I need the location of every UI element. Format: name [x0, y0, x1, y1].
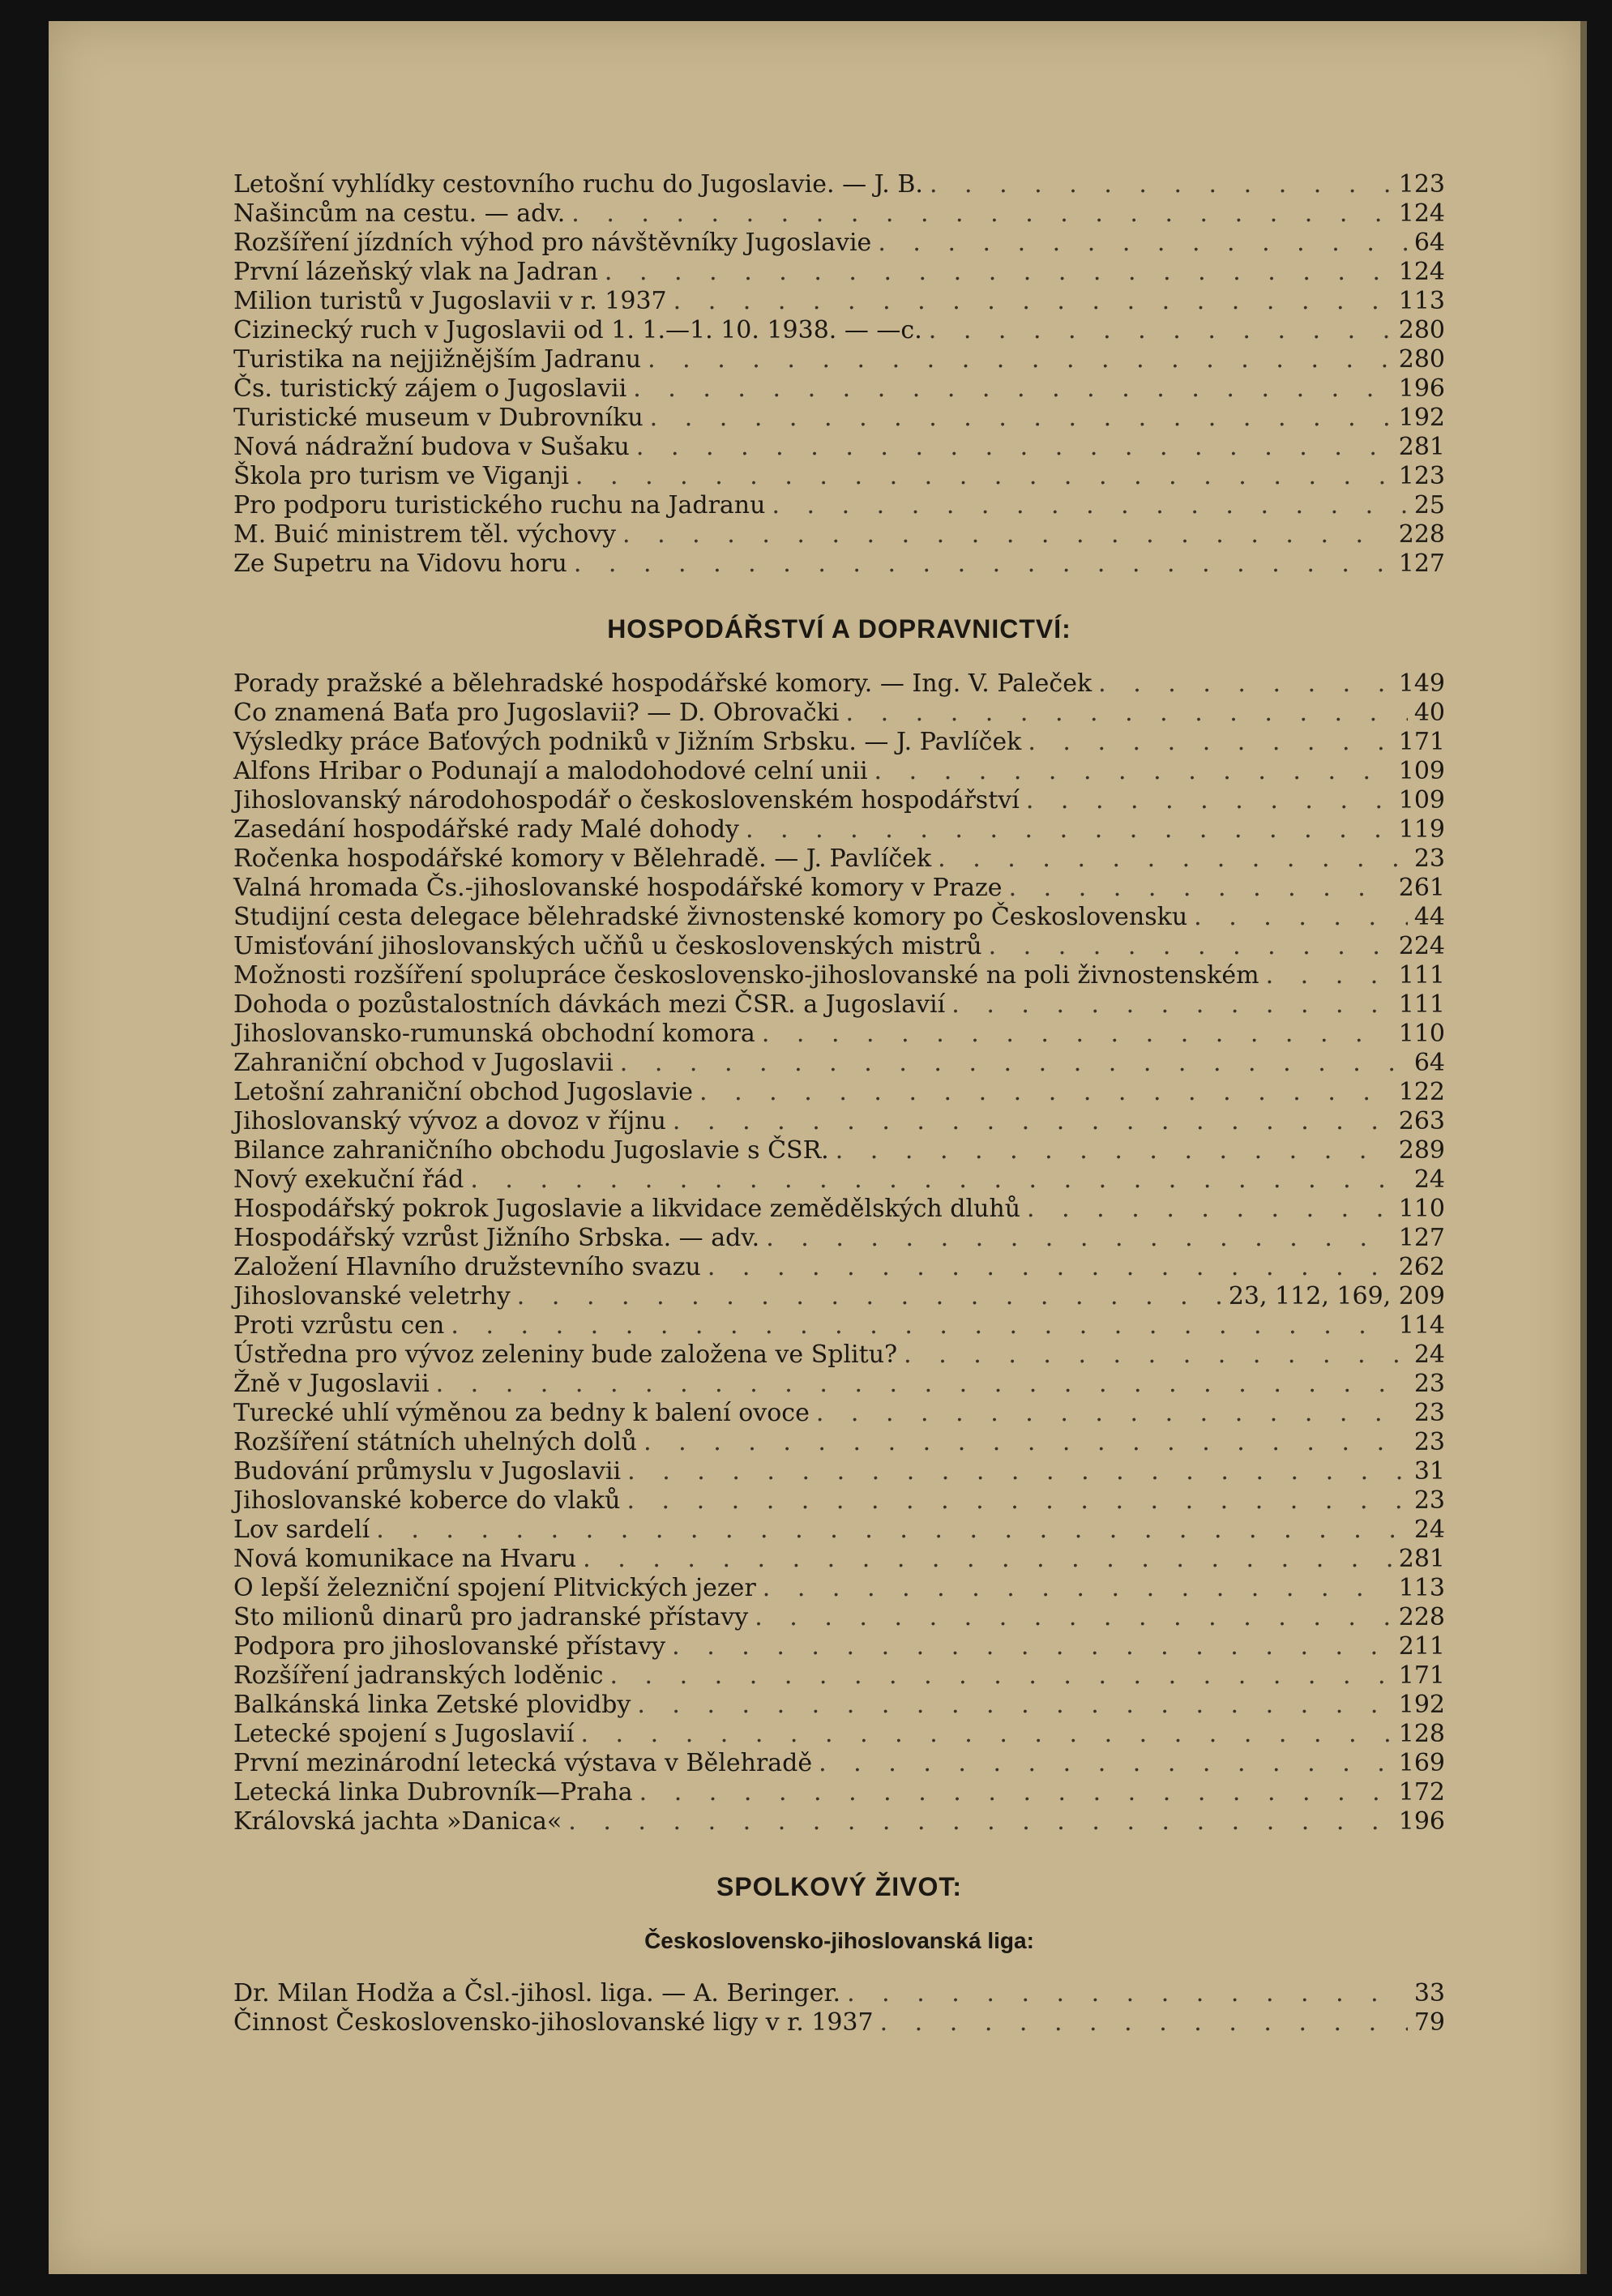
section-heading: SPOLKOVÝ ŽIVOT:: [716, 1872, 963, 1901]
entry-title: Dohoda o pozůstalostních dávkách mezi ČSR. a Jugoslavií: [233, 990, 946, 1019]
toc-entry: [233, 757, 1445, 786]
toc-entry: [233, 1545, 1445, 1574]
toc-entry: [233, 1370, 1445, 1399]
entry-page-number: 109: [1398, 757, 1445, 785]
dot-leader: [763, 1574, 1392, 1603]
entry-page-number: 122: [1398, 1078, 1445, 1106]
entry-title: Podpora pro jihoslovanské přístavy: [233, 1632, 666, 1661]
entry-page-number: 172: [1398, 1778, 1445, 1806]
toc-entry: [233, 1574, 1445, 1603]
dot-leader: [571, 199, 1392, 229]
toc-entry: [233, 728, 1445, 757]
toc-entry: [233, 1020, 1445, 1049]
toc-entry: [233, 1486, 1445, 1516]
entry-page-number: 113: [1398, 287, 1445, 315]
entry-title: Sto milionů dinarů pro jadranské přístavy: [233, 1603, 749, 1631]
entry-page-number: 25: [1413, 491, 1445, 519]
entry-page-number: 111: [1398, 990, 1445, 1019]
entry-page-number: 23: [1413, 1370, 1445, 1398]
dot-leader: [436, 1370, 1408, 1399]
dot-leader: [755, 1603, 1392, 1632]
toc-entry: [233, 199, 1445, 229]
entry-page-number: 127: [1398, 549, 1445, 578]
entry-page-number: 109: [1398, 786, 1445, 815]
toc-entry: [233, 1078, 1445, 1107]
entry-page-number: 64: [1413, 229, 1445, 257]
toc-entry: [233, 1778, 1445, 1807]
dot-leader: [620, 1049, 1408, 1078]
toc-entry: [233, 1340, 1445, 1370]
entry-title: Bilance zahraničního obchodu Jugoslavie s ČSR.: [233, 1136, 829, 1165]
entry-title: Jihoslovanské koberce do vlaků: [233, 1486, 621, 1515]
toc-entry: [233, 1632, 1445, 1661]
toc-entry: [233, 1516, 1445, 1545]
entry-page-number: 23: [1413, 844, 1445, 873]
entry-title: Nový exekuční řád: [233, 1165, 464, 1194]
dot-leader: [609, 1661, 1392, 1691]
entry-title: Umisťování jihoslovanských učňů u československých mistrů: [233, 932, 982, 960]
entry-page-number: 24: [1413, 1516, 1445, 1544]
entry-page-number: 196: [1398, 1807, 1445, 1836]
toc-entry: [233, 961, 1445, 990]
toc-entry: [233, 258, 1445, 287]
dot-leader: [574, 549, 1392, 579]
dot-leader: [673, 1107, 1392, 1136]
entry-page-number: 128: [1398, 1720, 1445, 1748]
entry-title: Jihoslovanské veletrhy: [233, 1282, 511, 1310]
entry-page-number: 192: [1398, 1691, 1445, 1719]
entry-title: Hospodářský vzrůst Jižního Srbska. — adv.: [233, 1224, 760, 1252]
toc-entry: [233, 1282, 1445, 1311]
entry-title: Ze Supetru na Vidovu horu: [233, 549, 567, 578]
dot-leader: [1026, 786, 1392, 815]
entry-title: Činnost Československo-jihoslovanské ligy v r. 1937: [233, 2008, 874, 2037]
dot-leader: [673, 287, 1392, 316]
entry-page-number: 171: [1398, 1661, 1445, 1690]
table-of-contents: [233, 170, 1445, 2037]
dot-leader: [699, 1078, 1392, 1107]
dot-leader: [644, 1428, 1408, 1457]
toc-entry: [233, 1049, 1445, 1078]
entry-title: Královská jachta »Danica«: [233, 1807, 562, 1836]
entry-page-number: 24: [1413, 1165, 1445, 1194]
toc-entry: [233, 1807, 1445, 1836]
entry-page-number: 280: [1398, 316, 1445, 344]
dot-leader: [376, 1516, 1408, 1545]
dot-leader: [846, 699, 1408, 728]
dot-leader: [622, 520, 1392, 549]
toc-entry: [233, 345, 1445, 374]
toc-entry: [233, 1661, 1445, 1691]
toc-entry: [233, 1749, 1445, 1778]
entry-title: Pro podporu turistického ruchu na Jadranu: [233, 491, 766, 519]
dot-leader: [1098, 669, 1392, 699]
entry-title: Jihoslovanský národohospodář o československém hospodářství: [233, 786, 1020, 815]
entry-page-number: 169: [1398, 1749, 1445, 1777]
toc-entry: [233, 520, 1445, 549]
toc-section: [233, 1872, 1445, 2037]
entry-page-number: 24: [1413, 1340, 1445, 1369]
toc-entry: [233, 1603, 1445, 1632]
entry-page-number: 263: [1398, 1107, 1445, 1135]
dot-leader: [575, 462, 1392, 491]
entry-page-number: 64: [1413, 1049, 1445, 1077]
entry-title: Škola pro turism ve Viganji: [233, 462, 569, 490]
entry-title: Rozšíření jízdních výhod pro návštěvníky Jugoslavie: [233, 229, 872, 257]
entry-title: Ústředna pro vývoz zeleniny bude založena ve Splitu?: [233, 1340, 898, 1369]
dot-leader: [568, 1807, 1392, 1836]
entry-page-number: 119: [1398, 815, 1445, 844]
toc-entry: [233, 1457, 1445, 1486]
entry-title: První lázeňský vlak na Jadran: [233, 258, 598, 286]
dot-leader: [517, 1282, 1222, 1311]
dot-leader: [762, 1020, 1392, 1049]
entry-title: Možnosti rozšíření spolupráce československo-jihoslovanské na poli živnostenském: [233, 961, 1259, 990]
page-edge-shadow: [1580, 21, 1587, 2274]
dot-leader: [819, 1749, 1392, 1778]
toc-entry: [233, 1979, 1445, 2008]
entry-title: Letošní zahraniční obchod Jugoslavie: [233, 1078, 694, 1106]
entry-title: Budování průmyslu v Jugoslavii: [233, 1457, 622, 1486]
entry-title: Nová nádražní budova v Sušaku: [233, 433, 630, 461]
dot-leader: [766, 1224, 1392, 1253]
toc-entry: [233, 1224, 1445, 1253]
entry-page-number: 281: [1398, 433, 1445, 461]
entry-page-number: 280: [1398, 345, 1445, 374]
dot-leader: [772, 491, 1407, 520]
entry-page-number: 33: [1413, 1979, 1445, 2007]
dot-leader: [1027, 1195, 1392, 1224]
dot-leader: [951, 990, 1392, 1020]
entry-page-number: 228: [1398, 1603, 1445, 1631]
dot-leader: [904, 1340, 1408, 1370]
entry-page-number: 124: [1398, 258, 1445, 286]
entry-title: Rozšíření jadranských loděnic: [233, 1661, 604, 1690]
entry-title: Lov sardelí: [233, 1516, 370, 1544]
entry-page-number: 228: [1398, 520, 1445, 549]
entry-title: Žně v Jugoslavii: [233, 1370, 430, 1398]
dot-leader: [746, 815, 1392, 844]
toc-entry: [233, 374, 1445, 404]
toc-entry: [233, 462, 1445, 491]
entry-title: Zahraniční obchod v Jugoslavii: [233, 1049, 614, 1077]
entry-page-number: 23, 112, 169, 209: [1228, 1282, 1445, 1310]
toc-entry: [233, 2008, 1445, 2037]
entry-title: Cizinecký ruch v Jugoslavii od 1. 1.—1. 10. 1938. — —c.: [233, 316, 922, 344]
toc-entry: [233, 990, 1445, 1020]
dot-leader: [605, 258, 1392, 287]
entry-title: Jihoslovansko-rumunská obchodní komora: [233, 1020, 755, 1048]
entry-title: Zasedání hospodářské rady Malé dohody: [233, 815, 739, 844]
entry-title: Milion turistů v Jugoslavii v r. 1937: [233, 287, 667, 315]
entry-page-number: 171: [1398, 728, 1445, 756]
toc-entry: [233, 229, 1445, 258]
toc-section: [233, 170, 1445, 579]
entry-page-number: 281: [1398, 1545, 1445, 1573]
dot-leader: [672, 1632, 1392, 1661]
entry-page-number: 261: [1398, 874, 1445, 902]
toc-entry: [233, 491, 1445, 520]
toc-entry: [233, 1136, 1445, 1165]
dot-leader: [1266, 961, 1392, 990]
entry-page-number: 289: [1398, 1136, 1445, 1165]
entry-title: Našincům na cestu. — adv.: [233, 199, 566, 228]
toc-entry: [233, 1107, 1445, 1136]
dot-leader: [1194, 903, 1408, 932]
dot-leader: [836, 1136, 1392, 1165]
entry-page-number: 111: [1398, 961, 1445, 990]
dot-leader: [847, 1979, 1408, 2008]
toc-entry: [233, 1253, 1445, 1282]
entry-page-number: 40: [1413, 699, 1445, 727]
entry-title: Letošní vyhlídky cestovního ruchu do Jugoslavie. — J. B.: [233, 170, 923, 199]
entry-title: Letecká linka Dubrovník—Praha: [233, 1778, 633, 1806]
entry-title: Turistika na nejjižnějším Jadranu: [233, 345, 642, 374]
entry-title: Čs. turistický zájem o Jugoslavii: [233, 374, 627, 403]
section-subheading: Československo-jihoslovanská liga:: [644, 1928, 1034, 1953]
toc-entry: [233, 932, 1445, 961]
dot-leader: [878, 229, 1408, 258]
dot-leader: [880, 2008, 1408, 2037]
entry-page-number: 192: [1398, 404, 1445, 432]
toc-entry: [233, 903, 1445, 932]
dot-leader: [451, 1311, 1392, 1340]
entry-page-number: 124: [1398, 199, 1445, 228]
toc-entry: [233, 1195, 1445, 1224]
toc-entry: [233, 815, 1445, 844]
entry-page-number: 44: [1413, 903, 1445, 931]
toc-entry: [233, 287, 1445, 316]
entry-page-number: 149: [1398, 669, 1445, 698]
toc-entry: [233, 316, 1445, 345]
entry-page-number: 211: [1398, 1632, 1445, 1661]
toc-entry: [233, 170, 1445, 199]
dot-leader: [648, 345, 1392, 374]
toc-entry: [233, 1691, 1445, 1720]
toc-entry: [233, 669, 1445, 699]
dot-leader: [989, 932, 1392, 961]
dot-leader: [583, 1545, 1392, 1574]
entry-page-number: 110: [1398, 1195, 1445, 1223]
entry-title: Založení Hlavního družstevního svazu: [233, 1253, 701, 1281]
dot-leader: [470, 1165, 1407, 1195]
dot-leader: [874, 757, 1392, 786]
entry-page-number: 224: [1398, 932, 1445, 960]
entry-title: Dr. Milan Hodža a Čsl.-jihosl. liga. — A. Beringer.: [233, 1979, 841, 2007]
entry-page-number: 23: [1413, 1399, 1445, 1427]
toc-section: [233, 614, 1445, 1836]
entry-title: První mezinárodní letecká výstava v Bělehradě: [233, 1749, 813, 1777]
entry-page-number: 31: [1413, 1457, 1445, 1486]
entry-title: Ročenka hospodářské komory v Bělehradě. — J. Pavlíček: [233, 844, 932, 873]
dot-leader: [633, 374, 1392, 404]
entry-title: Nová komunikace na Hvaru: [233, 1545, 577, 1573]
toc-entry: [233, 1428, 1445, 1457]
toc-entry: [233, 1311, 1445, 1340]
toc-entry: [233, 404, 1445, 433]
toc-entry: [233, 549, 1445, 579]
section-heading: HOSPODÁŘSTVÍ A DOPRAVNICTVÍ:: [607, 614, 1071, 643]
entry-title: Turecké uhlí výměnou za bedny k balení ovoce: [233, 1399, 810, 1427]
dot-leader: [650, 404, 1392, 433]
entry-page-number: 23: [1413, 1428, 1445, 1456]
dot-leader: [626, 1486, 1407, 1516]
dot-leader: [1028, 728, 1392, 757]
entry-title: Rozšíření státních uhelných dolů: [233, 1428, 638, 1456]
entry-page-number: 196: [1398, 374, 1445, 403]
toc-entry: [233, 874, 1445, 903]
dot-leader: [636, 433, 1392, 462]
dot-leader: [1009, 874, 1392, 903]
entry-title: M. Buić ministrem těl. výchovy: [233, 520, 617, 549]
entry-title: O lepší železniční spojení Plitvických jezer: [233, 1574, 756, 1602]
entry-page-number: 262: [1398, 1253, 1445, 1281]
dot-leader: [708, 1253, 1392, 1282]
entry-title: Porady pražské a bělehradské hospodářské komory. — Ing. V. Paleček: [233, 669, 1092, 698]
entry-title: Hospodářský pokrok Jugoslavie a likvidace zemědělských dluhů: [233, 1195, 1021, 1223]
dot-leader: [580, 1720, 1392, 1749]
dot-leader: [938, 844, 1408, 874]
entry-title: Proti vzrůstu cen: [233, 1311, 445, 1340]
dot-leader: [627, 1457, 1408, 1486]
dot-leader: [639, 1778, 1392, 1807]
entry-page-number: 114: [1398, 1311, 1445, 1340]
dot-leader: [816, 1399, 1408, 1428]
dot-leader: [930, 170, 1392, 199]
entry-page-number: 23: [1413, 1486, 1445, 1515]
toc-entry: [233, 1720, 1445, 1749]
toc-entry: [233, 844, 1445, 874]
entry-page-number: 113: [1398, 1574, 1445, 1602]
toc-entry: [233, 1399, 1445, 1428]
entry-title: Balkánská linka Zetské plovidby: [233, 1691, 631, 1719]
entry-title: Studijní cesta delegace bělehradské živnostenské komory po Československu: [233, 903, 1188, 931]
toc-entry: [233, 786, 1445, 815]
entry-title: Co znamená Baťa pro Jugoslavii? — D. Obrovački: [233, 699, 840, 727]
entry-title: Turistické museum v Dubrovníku: [233, 404, 644, 432]
dot-leader: [637, 1691, 1392, 1720]
entry-page-number: 127: [1398, 1224, 1445, 1252]
dot-leader: [929, 316, 1392, 345]
entry-page-number: 79: [1413, 2008, 1445, 2037]
entry-page-number: 123: [1398, 170, 1445, 199]
entry-title: Alfons Hribar o Podunají a malodohodové celní unii: [233, 757, 868, 785]
toc-entry: [233, 1165, 1445, 1195]
toc-entry: [233, 433, 1445, 462]
entry-title: Letecké spojení s Jugoslavií: [233, 1720, 575, 1748]
toc-entry: [233, 699, 1445, 728]
entry-title: Výsledky práce Baťových podniků v Jižním Srbsku. — J. Pavlíček: [233, 728, 1022, 756]
entry-page-number: 123: [1398, 462, 1445, 490]
entry-title: Jihoslovanský vývoz a dovoz v říjnu: [233, 1107, 666, 1135]
entry-title: Valná hromada Čs.-jihoslovanské hospodářské komory v Praze: [233, 874, 1003, 902]
entry-page-number: 110: [1398, 1020, 1445, 1048]
